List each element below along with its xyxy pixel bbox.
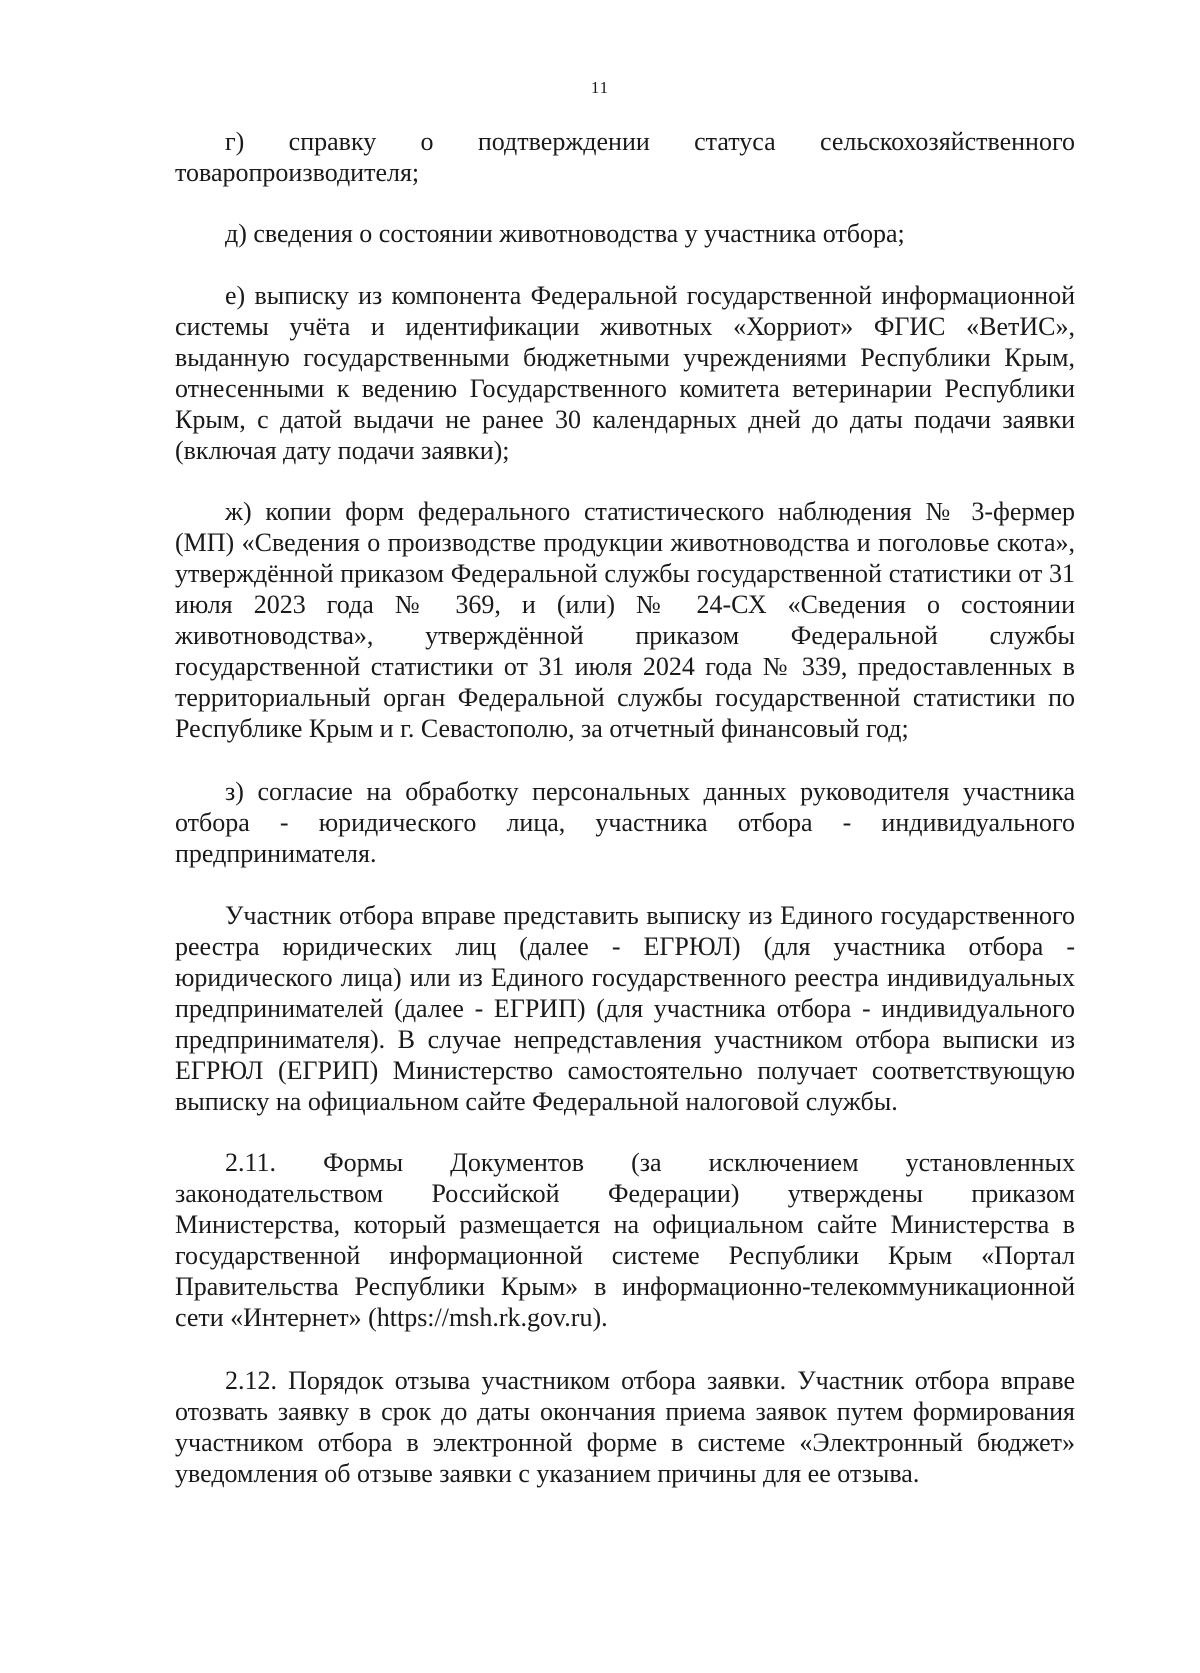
page-number: 11 — [590, 78, 610, 97]
document-body — [175, 126, 1075, 1519]
paragraph-g-status-certificate: г) справку о подтверждении статуса сельскохозяйственного товаропроизводителя; — [175, 127, 1075, 187]
paragraph-z-personal-data-consent: з) согласие на обработку персональных данных руководителя участника отбора - юридического лица, участника отбора - индивидуального предпринимателя. — [175, 777, 1075, 868]
paragraph-2-12-application-withdrawal: 2.12. Порядок отзыва участником отбора заявки. Участник отбора вправе отозвать заявку в срок до даты окончания приема заявок путем формирования участником отбора в электронной форме в системе «Электронный бюджет» уведомления об отзыве заявки с указанием причины для ее отзыва. — [175, 1366, 1075, 1488]
paragraph-d-livestock-info: д) сведения о состоянии животноводства у участника отбора; — [225, 219, 905, 248]
paragraph-e-horriot-extract: е) выписку из компонента Федеральной государственной информационной системы учёта и идентификации животных «Хорриот» ФГИС «ВетИС», выданную государственными бюджетными учреждениями Республики Крым, отнесенными к ведению Государственного комитета ветеринарии Республики Крым, с датой выдачи не ранее 30 календарных дней до даты подачи заявки (включая дату подачи заявки); — [175, 281, 1075, 465]
paragraph-2-11-document-forms: 2.11. Формы Документов (за исключением установленных законодательством Российской Федерации) утверждены приказом Министерства, который размещается на официальном сайте Министерства в государственной информационной системе Республики Крым «Портал Правительства Республики Крым» в информационно-телекоммуникационной сети «Интернет» (https://msh.rk.gov.ru). — [175, 1148, 1075, 1332]
paragraph-registry-extract: Участник отбора вправе представить выписку из Единого государственного реестра юридических лиц (далее - ЕГРЮЛ) (для участника отбора - юридического лица) или из Единого государственного реестра индивидуальных предпринимателей (далее - ЕГРИП) (для участника отбора - индивидуального предпринимателя). В случае непредставления участником отбора выписки из ЕГРЮЛ (ЕГРИП) Министерство самостоятельно получает соответствующую выписку на официальном сайте Федеральной налоговой службы. — [175, 901, 1075, 1116]
paragraph-zh-statistical-forms: ж) копии форм федерального статистического наблюдения № 3-фермер (МП) «Сведения о производстве продукции животноводства и поголовье скота», утверждённой приказом Федеральной службы государственной статистики от 31 июля 2023 года № 369, и (или) № 24-СХ «Сведения о состоянии животноводства», утверждённой приказом Федеральной службы государственной статистики от 31 июля 2024 года № 339, предоставленных в территориальный орган Федеральной службы государственной статистики по Республике Крым и г. Севастополю, за отчетный финансовый год; — [175, 497, 1075, 743]
